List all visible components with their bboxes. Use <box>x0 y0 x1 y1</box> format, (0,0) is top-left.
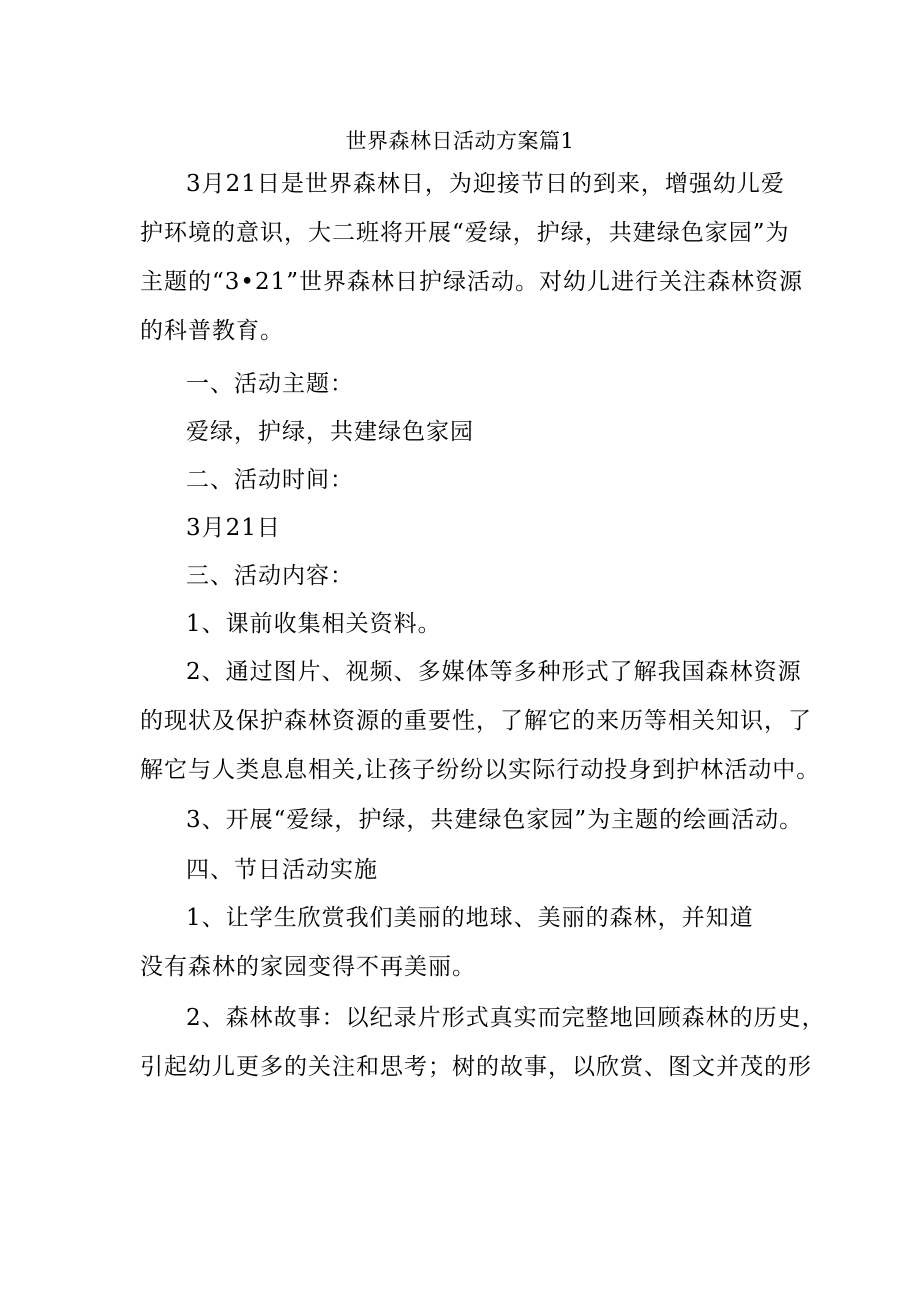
intro-line-3: 主题的“3•21”世界森林日护绿活动。对幼儿进行关注森林资源 <box>140 269 803 295</box>
impl-item-2-line-2: 引起幼儿更多的关注和思考；树的故事，以欣赏、图文并茂的形 <box>140 1054 812 1080</box>
section-2-heading: 二、活动时间： <box>186 467 354 493</box>
content-item-2-line-2: 的现状及保护森林资源的重要性，了解它的来历等相关知识，了 <box>140 708 812 734</box>
document-title: 世界森林日活动方案篇1 <box>345 129 575 153</box>
section-1-heading: 一、活动主题： <box>186 371 354 397</box>
impl-item-1-line-1: 1、让学生欣赏我们美丽的地球、美丽的森林，并知道 <box>186 905 754 931</box>
intro-paragraph <box>140 160 803 356</box>
section-1-body: 爱绿，护绿，共建绿色家园 <box>186 419 474 445</box>
impl-item-1 <box>140 894 800 992</box>
impl-item-2-line-1: 2、森林故事：以纪录片形式真实而完整地回顾森林的历史， <box>186 1005 826 1031</box>
section-3-heading: 三、活动内容： <box>186 563 354 589</box>
impl-item-2 <box>140 994 826 1092</box>
section-4-heading: 四、节日活动实施 <box>186 857 378 883</box>
content-item-2-line-1: 2、通过图片、视频、多媒体等多种形式了解我国森林资源 <box>186 659 802 685</box>
content-item-2 <box>140 648 821 795</box>
intro-line-2: 护环境的意识，大二班将开展“爱绿，护绿，共建绿色家园”为 <box>140 220 790 246</box>
content-item-3: 3、开展“爱绿，护绿，共建绿色家园”为主题的绘画活动。 <box>186 807 804 833</box>
intro-line-1: 3月21日是世界森林日，为迎接节日的到来，增强幼儿爱 <box>186 171 785 197</box>
content-item-1: 1、课前收集相关资料。 <box>186 611 442 637</box>
section-2-body: 3月21日 <box>186 515 281 541</box>
impl-item-1-line-2: 没有森林的家园变得不再美丽。 <box>140 954 476 980</box>
intro-line-4: 的科普教育。 <box>140 318 284 344</box>
content-item-2-line-3: 解它与人类息息相关,让孩子纷纷以实际行动投身到护林活动中。 <box>140 757 821 783</box>
